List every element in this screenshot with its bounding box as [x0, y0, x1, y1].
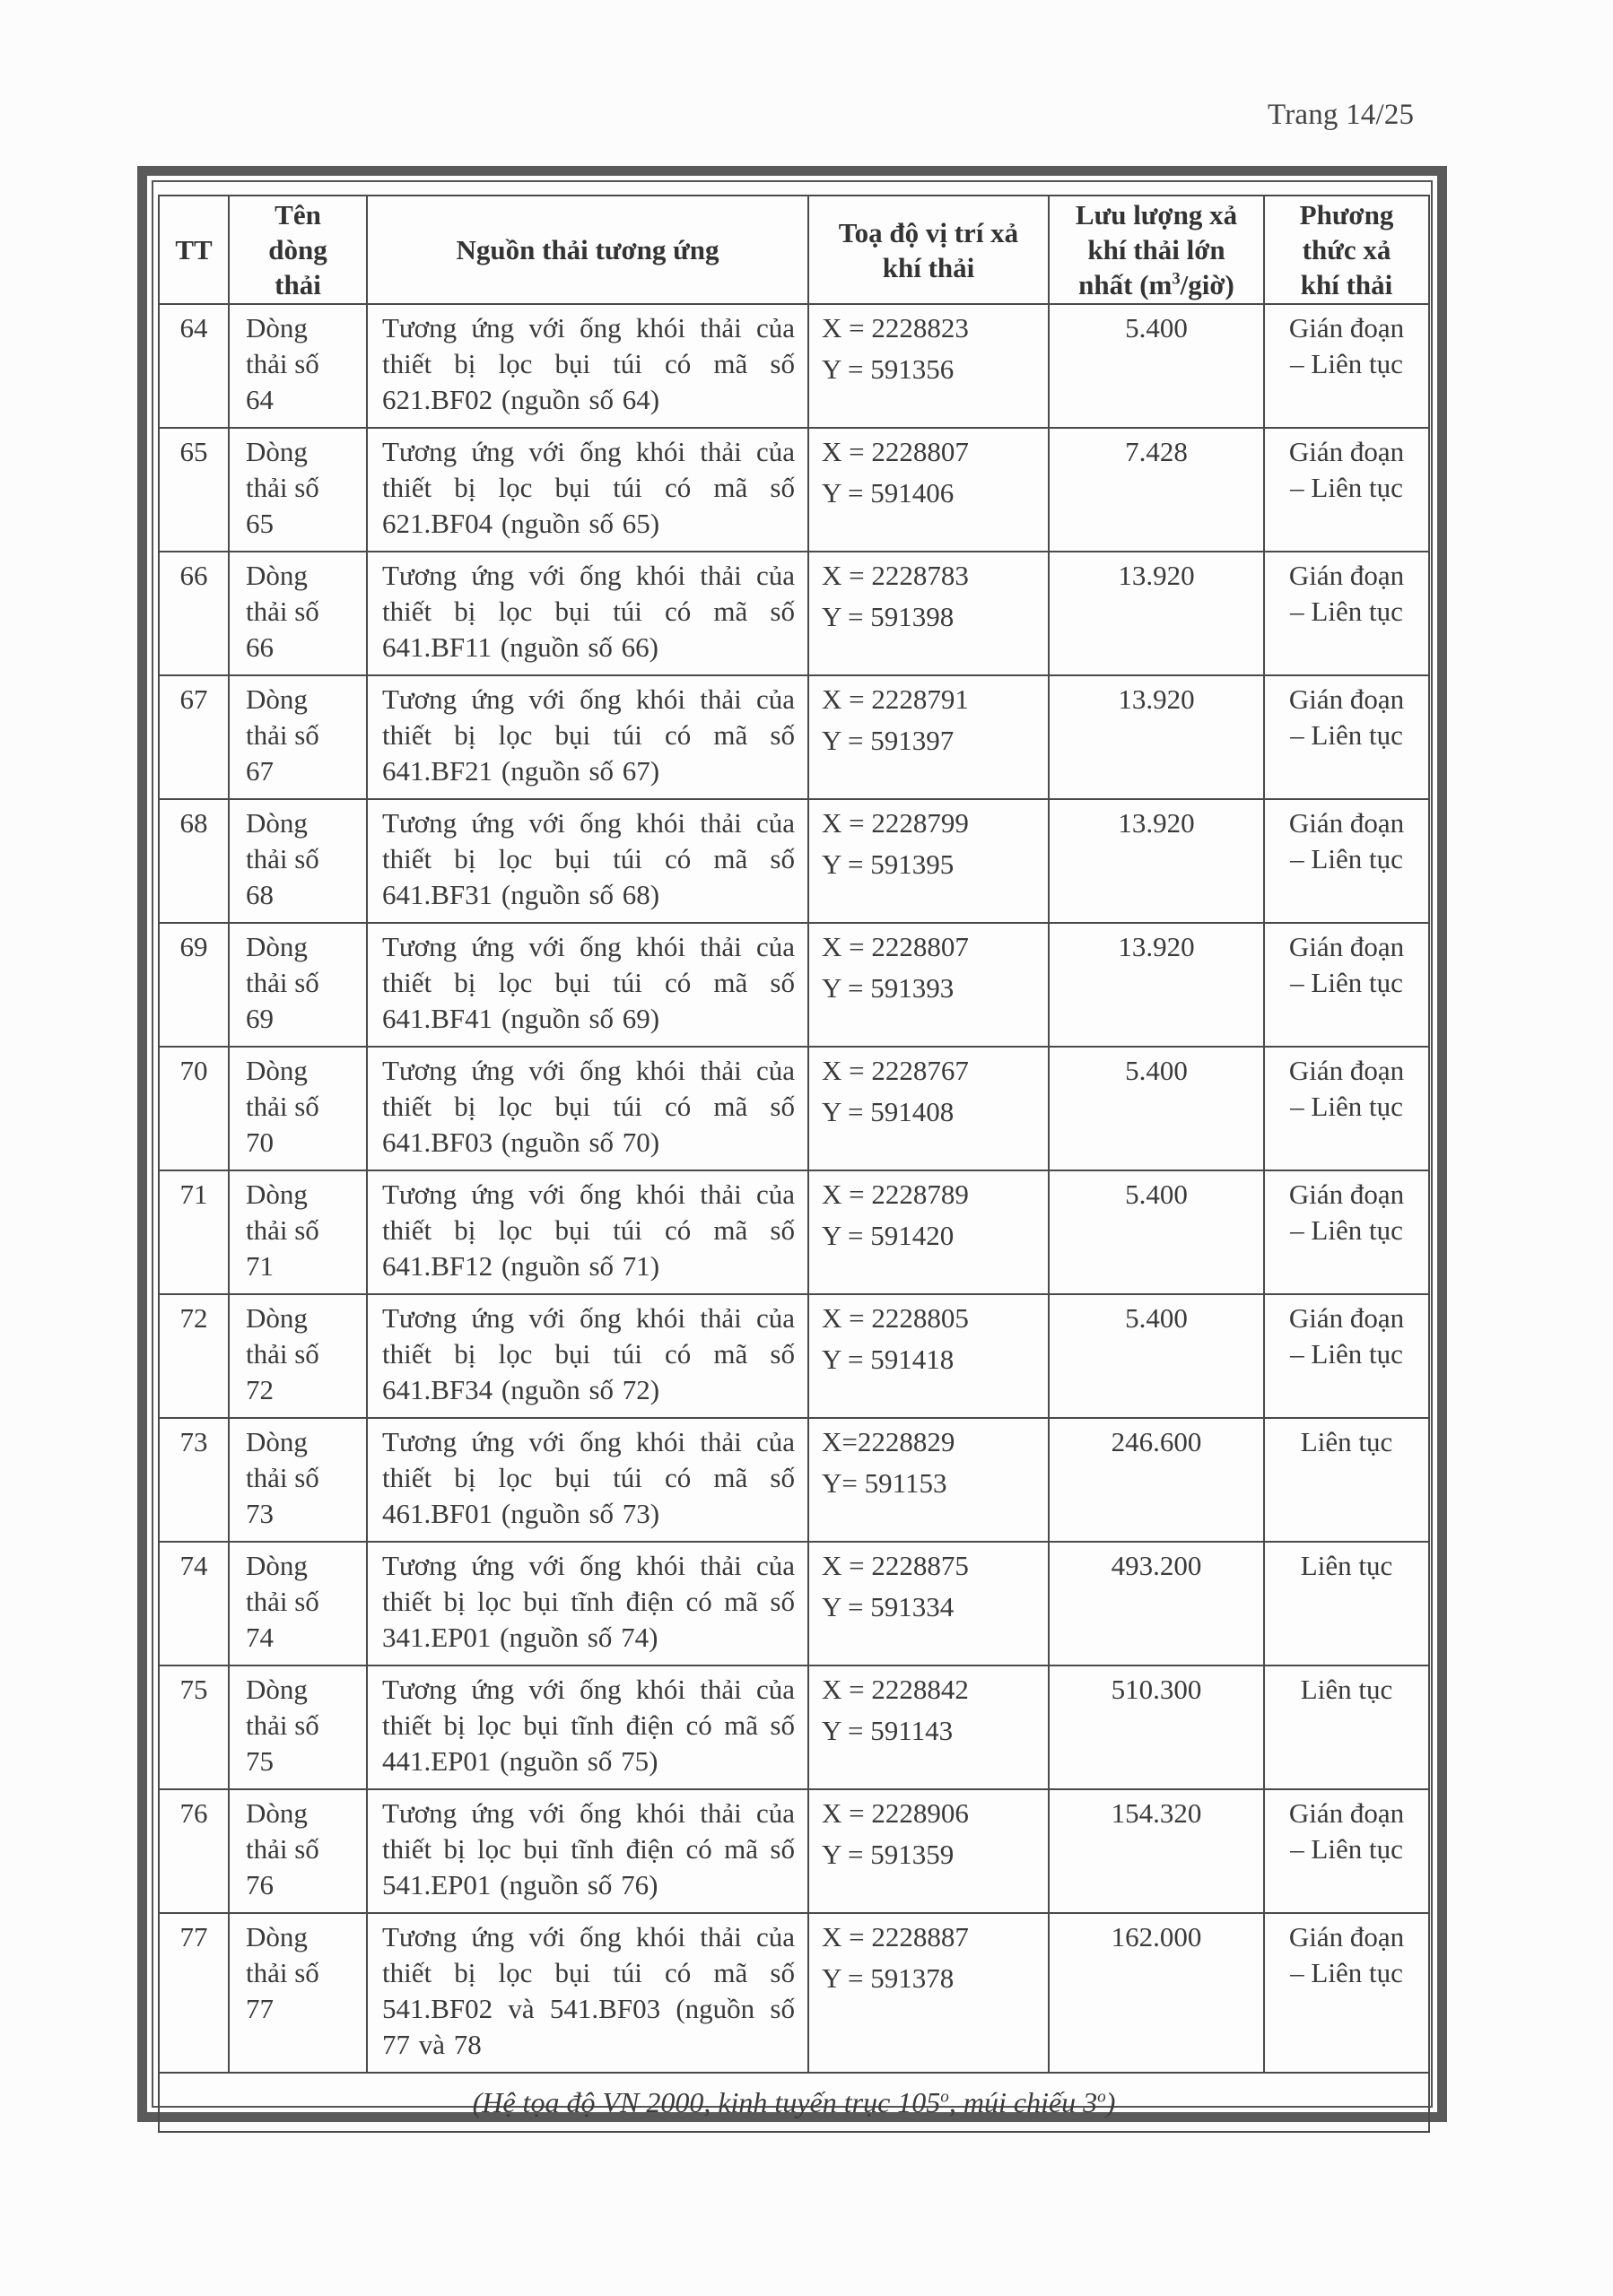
- row-number: 71: [159, 1170, 229, 1294]
- table-row: [159, 1170, 1429, 1294]
- page-number: Trang 14/25: [1268, 99, 1415, 131]
- source-cell: [367, 1170, 808, 1294]
- coordinates-cell: [808, 923, 1049, 1047]
- source-cell: [367, 304, 808, 428]
- stream-name-line: thải số: [246, 596, 319, 627]
- header-max-flow-line: Lưu lượng xả: [1075, 199, 1238, 230]
- stream-name-line: 65: [246, 508, 274, 539]
- header-max-flow: [1049, 196, 1264, 304]
- max-flow: 162.000: [1049, 1913, 1264, 2073]
- stream-name: [229, 1665, 367, 1789]
- stream-name-line: 76: [246, 1869, 274, 1900]
- coordinates-cell: [808, 304, 1049, 428]
- stream-name: [229, 1047, 367, 1170]
- source-cell: [367, 799, 808, 923]
- discharge-mode-line: Liên tục: [1300, 1426, 1393, 1457]
- stream-name-line: thải số: [246, 348, 319, 379]
- stream-name-line: 75: [246, 1745, 274, 1777]
- discharge-mode-line: – Liên tục: [1290, 596, 1403, 627]
- stream-name-line: 66: [246, 631, 274, 663]
- coord-x: X = 2228789: [822, 1178, 969, 1210]
- discharge-mode: [1264, 799, 1429, 923]
- max-flow: 5.400: [1049, 1047, 1264, 1170]
- stream-name: [229, 1913, 367, 2073]
- stream-name-line: 72: [246, 1374, 274, 1405]
- stream-name-line: Dòng: [246, 931, 308, 962]
- discharge-mode: [1264, 1418, 1429, 1542]
- max-flow: 154.320: [1049, 1789, 1264, 1913]
- row-number: 72: [159, 1294, 229, 1418]
- coordinate-system-note: [159, 2073, 1429, 2132]
- stream-name-line: thải số: [246, 1586, 319, 1617]
- stream-name-line: thải số: [246, 843, 319, 874]
- discharge-mode-line: Gián đoạn: [1288, 683, 1405, 715]
- stream-name: [229, 304, 367, 428]
- stream-name-line: 73: [246, 1498, 274, 1529]
- coord-x: X = 2228799: [822, 807, 969, 839]
- table-row: [159, 1418, 1429, 1542]
- coord-y: Y = 591395: [822, 848, 955, 880]
- row-number: 70: [159, 1047, 229, 1170]
- table-row: [159, 1665, 1429, 1789]
- emission-sources-table: [158, 195, 1430, 2133]
- discharge-mode: [1264, 304, 1429, 428]
- degree-mark: o: [1097, 2087, 1106, 2107]
- source-cell: [367, 552, 808, 675]
- coordinates-cell: [808, 799, 1049, 923]
- coord-x: X = 2228807: [822, 436, 969, 467]
- note-text: ): [1105, 2086, 1116, 2118]
- coord-y: Y = 591359: [822, 1839, 955, 1870]
- coordinates-cell: [808, 1170, 1049, 1294]
- coord-y: Y = 591378: [822, 1962, 955, 1994]
- source-cell: [367, 1913, 808, 2073]
- row-number: 77: [159, 1913, 229, 2073]
- source-cell: [367, 1789, 808, 1913]
- header-max-flow-unit-start: nhất (m: [1078, 269, 1173, 300]
- max-flow: 13.920: [1049, 923, 1264, 1047]
- coordinates-cell: [808, 1542, 1049, 1665]
- coordinates-cell: [808, 1418, 1049, 1542]
- discharge-mode-line: – Liên tục: [1290, 1091, 1403, 1122]
- discharge-mode-line: Gián đoạn: [1288, 1178, 1405, 1210]
- discharge-mode: [1264, 1047, 1429, 1170]
- stream-name: [229, 1418, 367, 1542]
- stream-name-line: 77: [246, 1993, 274, 2024]
- table-row: [159, 304, 1429, 428]
- header-source: Nguồn thải tương ứng: [367, 196, 808, 304]
- max-flow: 246.600: [1049, 1418, 1264, 1542]
- source-description: Tương ứng với ống khói thải của thiết bị lọc bụi túi có mã số 621.BF02 (nguồn số 64): [382, 312, 795, 415]
- stream-name-line: thải số: [246, 1462, 319, 1493]
- row-number: 66: [159, 552, 229, 675]
- stream-name-line: 69: [246, 1003, 274, 1034]
- header-coordinates-line: Toạ độ vị trí xả: [838, 216, 1019, 248]
- stream-name-line: 70: [246, 1126, 274, 1158]
- max-flow: 13.920: [1049, 799, 1264, 923]
- note-text: (Hệ tọa độ VN 2000, kinh tuyến trục 105: [472, 2086, 941, 2118]
- header-max-flow-line: khí thải lớn: [1087, 234, 1225, 265]
- header-max-flow-line: [1050, 267, 1263, 302]
- stream-name-line: Dòng: [246, 1921, 308, 1952]
- coord-x: X = 2228875: [822, 1550, 969, 1581]
- header-tt: TT: [159, 196, 229, 304]
- coordinates-cell: [808, 1789, 1049, 1913]
- stream-name: [229, 675, 367, 799]
- coord-y: Y = 591398: [822, 601, 955, 632]
- max-flow: 5.400: [1049, 1170, 1264, 1294]
- stream-name-line: Dòng: [246, 683, 308, 715]
- discharge-mode-line: Gián đoạn: [1288, 436, 1405, 467]
- coord-y: Y = 591334: [822, 1591, 955, 1622]
- header-discharge-mode-line: Phương: [1299, 199, 1394, 230]
- discharge-mode-line: – Liên tục: [1290, 1214, 1403, 1246]
- coord-x: X = 2228783: [822, 560, 969, 591]
- row-number: 69: [159, 923, 229, 1047]
- discharge-mode: [1264, 1913, 1429, 2073]
- note-text: , múi chiếu 3: [948, 2086, 1098, 2118]
- discharge-mode-line: – Liên tục: [1290, 348, 1403, 379]
- row-number: 64: [159, 304, 229, 428]
- coord-x: X = 2228842: [822, 1674, 969, 1705]
- stream-name-line: Dòng: [246, 1797, 308, 1829]
- source-cell: [367, 428, 808, 552]
- discharge-mode-line: – Liên tục: [1290, 843, 1403, 874]
- stream-name-line: 64: [246, 384, 274, 415]
- table-header-row: [159, 196, 1429, 304]
- source-cell: [367, 923, 808, 1047]
- header-stream-name-line: thải: [275, 269, 321, 300]
- coordinates-cell: [808, 1047, 1049, 1170]
- stream-name-line: Dòng: [246, 560, 308, 591]
- row-number: 65: [159, 428, 229, 552]
- discharge-mode: [1264, 1170, 1429, 1294]
- row-number: 68: [159, 799, 229, 923]
- stream-name: [229, 1542, 367, 1665]
- discharge-mode-line: Gián đoạn: [1288, 931, 1405, 962]
- stream-name-line: thải số: [246, 1214, 319, 1246]
- table-row: [159, 1047, 1429, 1170]
- stream-name: [229, 1170, 367, 1294]
- degree-mark: o: [940, 2087, 949, 2107]
- coord-y: Y = 591143: [822, 1715, 954, 1746]
- stream-name: [229, 552, 367, 675]
- stream-name: [229, 1294, 367, 1418]
- coordinates-cell: [808, 552, 1049, 675]
- discharge-mode-line: – Liên tục: [1290, 967, 1403, 998]
- row-number: 67: [159, 675, 229, 799]
- coordinates-cell: [808, 1665, 1049, 1789]
- footnote-row: [159, 2073, 1429, 2132]
- source-description: Tương ứng với ống khói thải của thiết bị lọc bụi tĩnh điện có mã số 441.EP01 (nguồn số 75): [382, 1674, 795, 1777]
- source-description: Tương ứng với ống khói thải của thiết bị lọc bụi tĩnh điện có mã số 541.EP01 (nguồn số 76): [382, 1797, 795, 1900]
- source-cell: [367, 1047, 808, 1170]
- source-cell: [367, 1665, 808, 1789]
- coordinates-cell: [808, 1294, 1049, 1418]
- header-stream-name-line: dòng: [268, 234, 327, 265]
- coord-y: Y = 591393: [822, 972, 955, 1004]
- stream-name-line: Dòng: [246, 1674, 308, 1705]
- max-flow: 493.200: [1049, 1542, 1264, 1665]
- coordinates-cell: [808, 1913, 1049, 2073]
- coord-y: Y = 591406: [822, 477, 955, 509]
- stream-name-line: thải số: [246, 1338, 319, 1370]
- discharge-mode: [1264, 428, 1429, 552]
- stream-name-line: 74: [246, 1622, 274, 1653]
- table-row: [159, 1789, 1429, 1913]
- table-row: [159, 428, 1429, 552]
- discharge-mode-line: – Liên tục: [1290, 719, 1403, 751]
- source-description: Tương ứng với ống khói thải của thiết bị lọc bụi túi có mã số 641.BF03 (nguồn số 70): [382, 1055, 795, 1158]
- stream-name: [229, 1789, 367, 1913]
- coord-x: X = 2228906: [822, 1797, 969, 1829]
- max-flow: 13.920: [1049, 675, 1264, 799]
- source-cell: [367, 675, 808, 799]
- max-flow: 5.400: [1049, 1294, 1264, 1418]
- table-row: [159, 1913, 1429, 2073]
- source-description: Tương ứng với ống khói thải của thiết bị lọc bụi túi có mã số 641.BF41 (nguồn số 69): [382, 931, 795, 1034]
- max-flow: 13.920: [1049, 552, 1264, 675]
- discharge-mode-line: – Liên tục: [1290, 1833, 1403, 1865]
- header-discharge-mode-line: khí thải: [1300, 269, 1393, 300]
- coordinates-cell: [808, 428, 1049, 552]
- coord-x: X = 2228791: [822, 683, 969, 715]
- table-row: [159, 799, 1429, 923]
- source-description: Tương ứng với ống khói thải của thiết bị lọc bụi túi có mã số 461.BF01 (nguồn số 73): [382, 1426, 795, 1529]
- stream-name-line: Dòng: [246, 1178, 308, 1210]
- discharge-mode-line: Liên tục: [1300, 1550, 1393, 1581]
- coord-x: X = 2228805: [822, 1302, 969, 1334]
- discharge-mode-line: Gián đoạn: [1288, 560, 1405, 591]
- table-row: [159, 552, 1429, 675]
- source-description: Tương ứng với ống khói thải của thiết bị lọc bụi túi có mã số 541.BF02 và 541.BF03 (nguồn số 77 và 78: [382, 1921, 795, 2060]
- max-flow: 5.400: [1049, 304, 1264, 428]
- stream-name-line: Dòng: [246, 1426, 308, 1457]
- discharge-mode: [1264, 1542, 1429, 1665]
- discharge-mode: [1264, 552, 1429, 675]
- discharge-mode: [1264, 1294, 1429, 1418]
- stream-name-line: 71: [246, 1250, 274, 1282]
- stream-name-line: thải số: [246, 472, 319, 503]
- table-body: [159, 304, 1429, 2073]
- discharge-mode-line: – Liên tục: [1290, 1338, 1403, 1370]
- source-cell: [367, 1418, 808, 1542]
- header-discharge-mode-line: thức xả: [1302, 234, 1391, 265]
- coordinates-cell: [808, 675, 1049, 799]
- header-max-flow-superscript: 3: [1172, 269, 1181, 289]
- stream-name-line: Dòng: [246, 1550, 308, 1581]
- discharge-mode: [1264, 1789, 1429, 1913]
- table-row: [159, 1542, 1429, 1665]
- discharge-mode-line: Gián đoạn: [1288, 807, 1405, 839]
- coord-x: X=2228829: [822, 1426, 955, 1457]
- table-row: [159, 675, 1429, 799]
- discharge-mode-line: Gián đoạn: [1288, 312, 1405, 344]
- header-stream-name: [229, 196, 367, 304]
- header-stream-name-line: Tên: [275, 199, 321, 230]
- source-description: Tương ứng với ống khói thải của thiết bị lọc bụi tĩnh điện có mã số 341.EP01 (nguồn số 74): [382, 1550, 795, 1653]
- coord-y: Y= 591153: [822, 1467, 947, 1499]
- source-cell: [367, 1294, 808, 1418]
- source-description: Tương ứng với ống khói thải của thiết bị lọc bụi túi có mã số 621.BF04 (nguồn số 65): [382, 436, 795, 539]
- row-number: 75: [159, 1665, 229, 1789]
- stream-name: [229, 923, 367, 1047]
- coord-y: Y = 591408: [822, 1096, 955, 1127]
- table-row: [159, 923, 1429, 1047]
- source-description: Tương ứng với ống khói thải của thiết bị lọc bụi túi có mã số 641.BF12 (nguồn số 71): [382, 1178, 795, 1282]
- coord-y: Y = 591356: [822, 353, 955, 385]
- stream-name-line: thải số: [246, 1833, 319, 1865]
- coord-x: X = 2228823: [822, 312, 969, 344]
- discharge-mode-line: Gián đoạn: [1288, 1055, 1405, 1086]
- discharge-mode: [1264, 675, 1429, 799]
- stream-name-line: thải số: [246, 1091, 319, 1122]
- stream-name-line: thải số: [246, 719, 319, 751]
- source-description: Tương ứng với ống khói thải của thiết bị lọc bụi túi có mã số 641.BF31 (nguồn số 68): [382, 807, 795, 910]
- discharge-mode-line: Gián đoạn: [1288, 1302, 1405, 1334]
- source-description: Tương ứng với ống khói thải của thiết bị lọc bụi túi có mã số 641.BF11 (nguồn số 66): [382, 560, 795, 663]
- source-cell: [367, 1542, 808, 1665]
- stream-name-line: 67: [246, 755, 274, 787]
- discharge-mode-line: – Liên tục: [1290, 472, 1403, 503]
- header-coordinates-line: khí thải: [882, 251, 975, 283]
- stream-name-line: Dòng: [246, 436, 308, 467]
- max-flow: 510.300: [1049, 1665, 1264, 1789]
- row-number: 74: [159, 1542, 229, 1665]
- stream-name: [229, 799, 367, 923]
- stream-name-line: thải số: [246, 1709, 319, 1741]
- source-description: Tương ứng với ống khói thải của thiết bị lọc bụi túi có mã số 641.BF34 (nguồn số 72): [382, 1302, 795, 1405]
- coord-x: X = 2228807: [822, 931, 969, 962]
- stream-name: [229, 428, 367, 552]
- stream-name-line: Dòng: [246, 807, 308, 839]
- stream-name-line: thải số: [246, 967, 319, 998]
- coord-x: X = 2228767: [822, 1055, 969, 1086]
- source-description: Tương ứng với ống khói thải của thiết bị lọc bụi túi có mã số 641.BF21 (nguồn số 67): [382, 683, 795, 787]
- discharge-mode-line: Liên tục: [1300, 1674, 1393, 1705]
- discharge-mode: [1264, 923, 1429, 1047]
- stream-name-line: Dòng: [246, 312, 308, 344]
- stream-name-line: thải số: [246, 1957, 319, 1988]
- discharge-mode-line: – Liên tục: [1290, 1957, 1403, 1988]
- discharge-mode-line: Gián đoạn: [1288, 1921, 1405, 1952]
- coord-y: Y = 591397: [822, 725, 955, 756]
- header-discharge-mode: [1264, 196, 1429, 304]
- header-max-flow-unit-end: /giờ): [1180, 269, 1234, 300]
- row-number: 76: [159, 1789, 229, 1913]
- table-row: [159, 1294, 1429, 1418]
- coord-y: Y = 591418: [822, 1344, 955, 1375]
- discharge-mode: [1264, 1665, 1429, 1789]
- coord-x: X = 2228887: [822, 1921, 969, 1952]
- discharge-mode-line: Gián đoạn: [1288, 1797, 1405, 1829]
- coord-y: Y = 591420: [822, 1220, 955, 1251]
- max-flow: 7.428: [1049, 428, 1264, 552]
- header-coordinates: [808, 196, 1049, 304]
- stream-name-line: Dòng: [246, 1055, 308, 1086]
- stream-name-line: 68: [246, 879, 274, 910]
- row-number: 73: [159, 1418, 229, 1542]
- stream-name-line: Dòng: [246, 1302, 308, 1334]
